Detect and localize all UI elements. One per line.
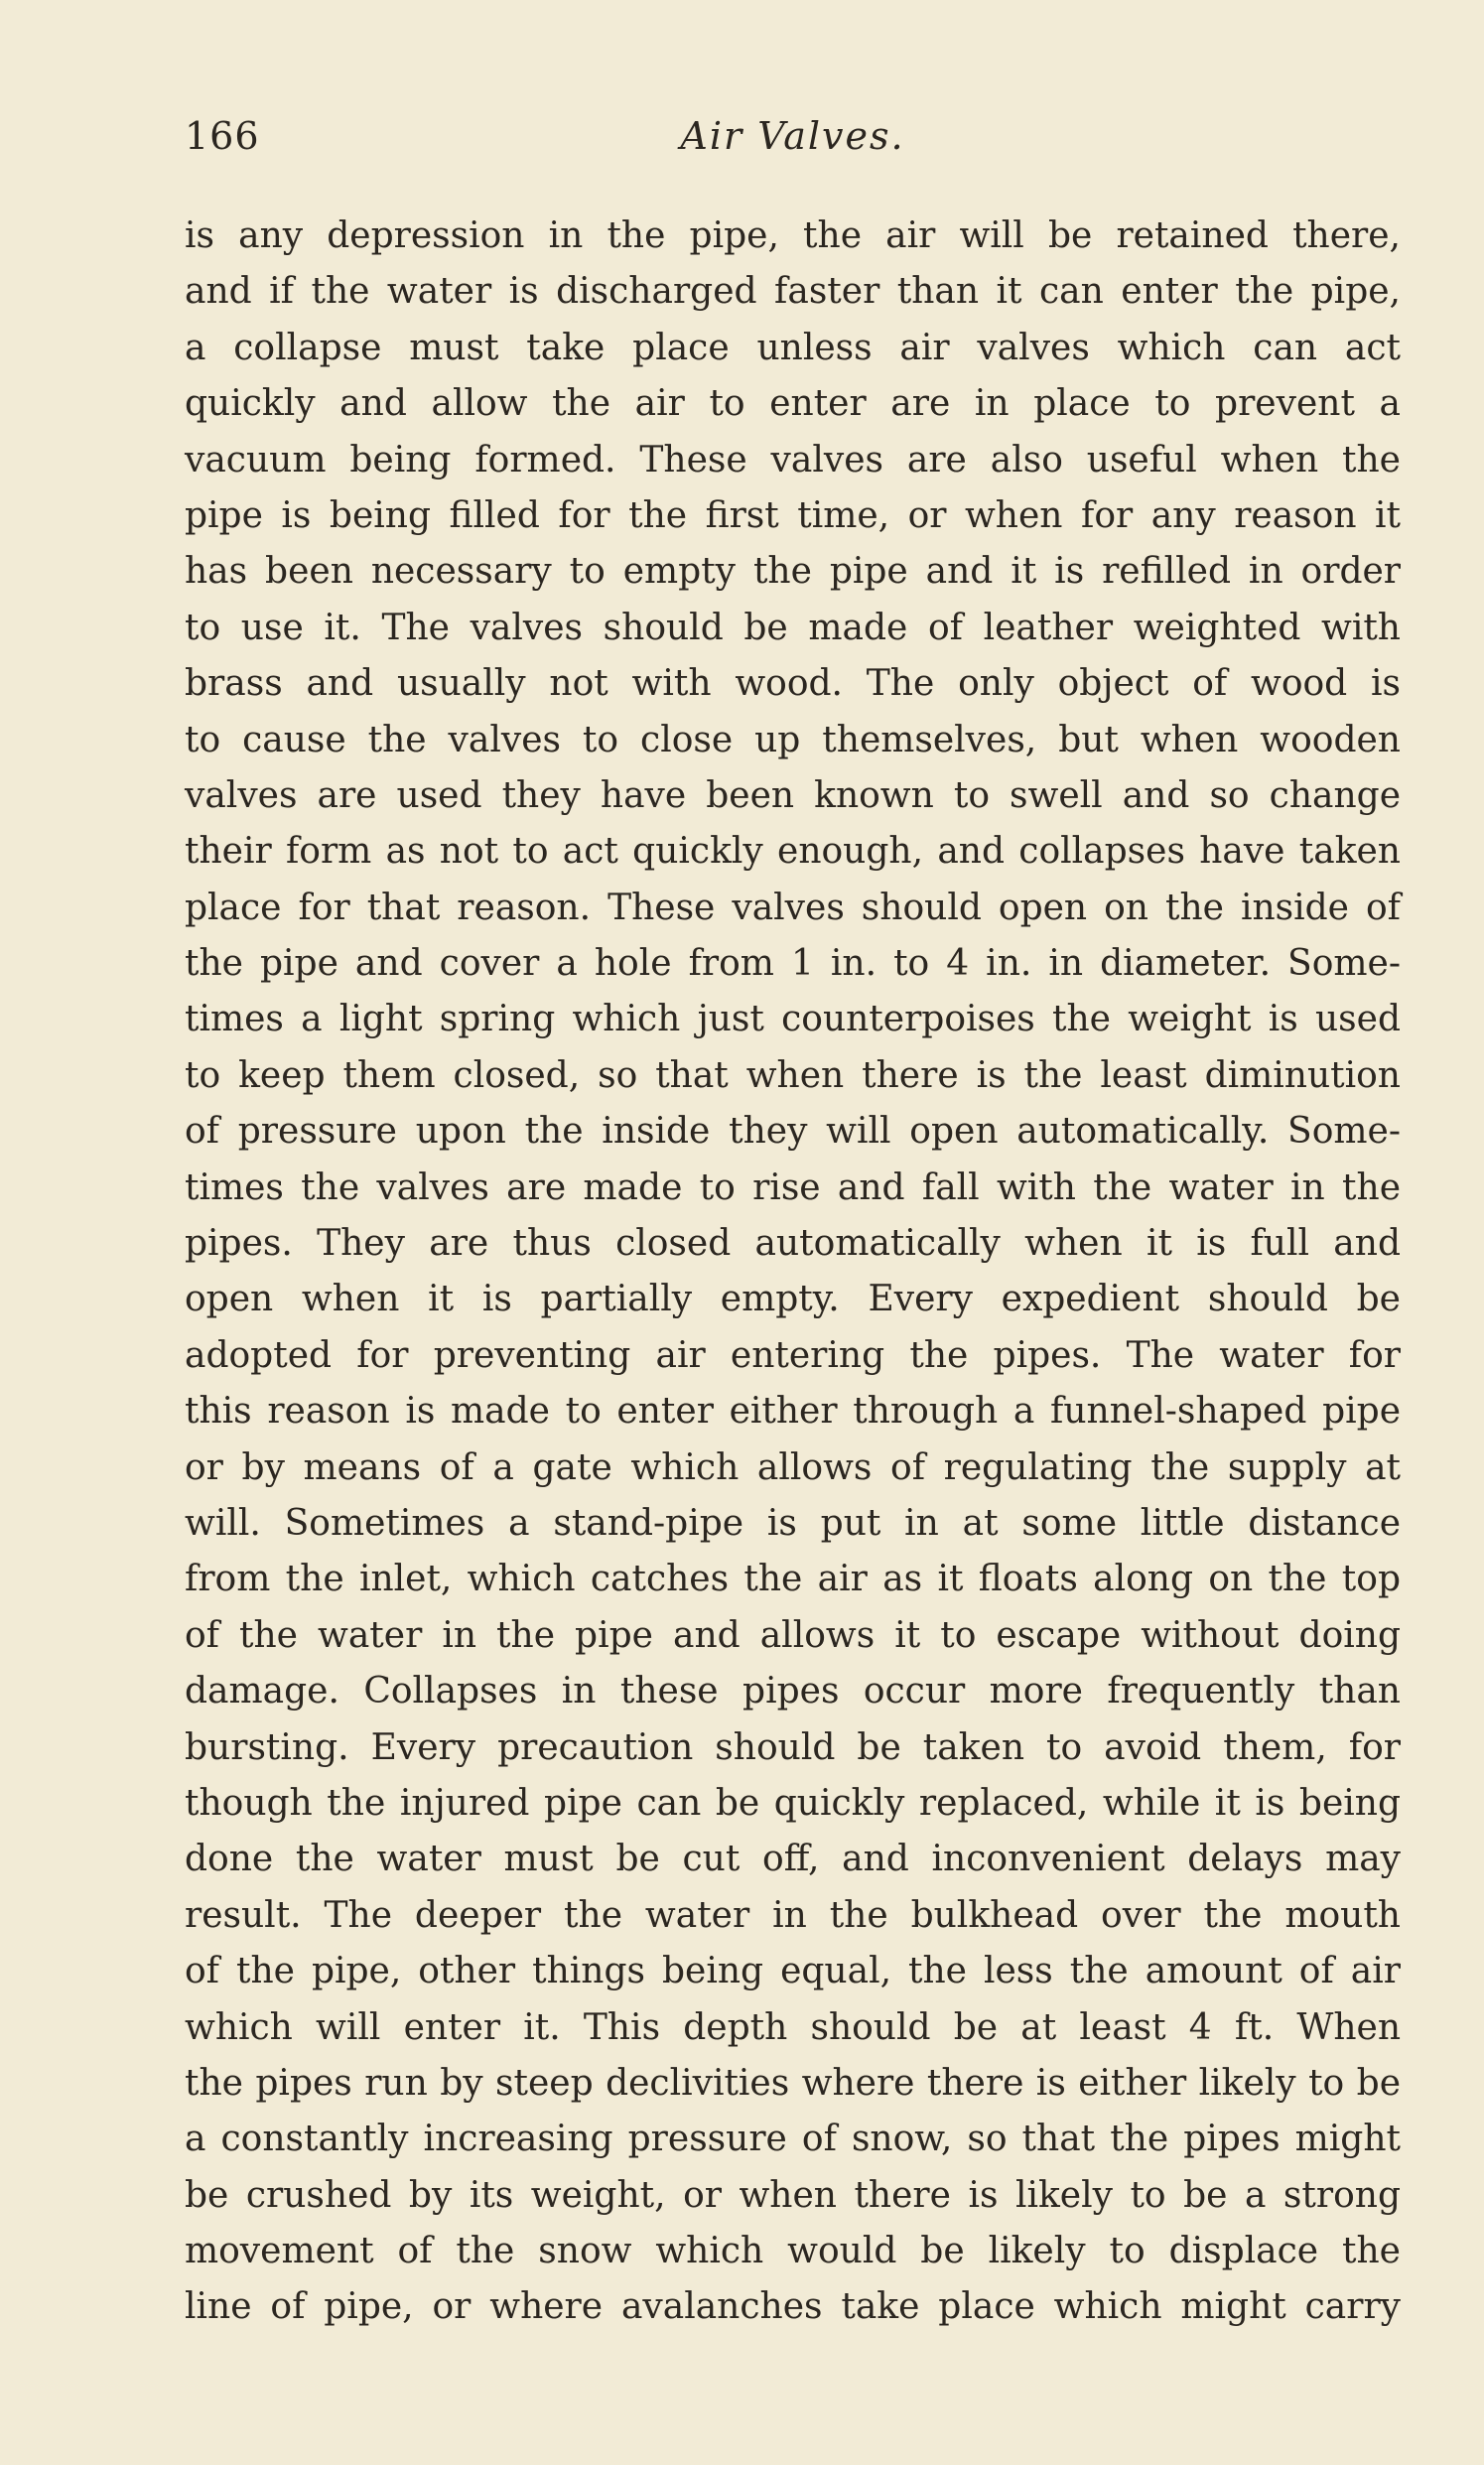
text-line: pipe is being filled for the first time, or when for any reason it [185, 494, 1401, 536]
text-line: or by means of a gate which allows of regulating the supply at [185, 1446, 1401, 1488]
body-text [185, 208, 1401, 2336]
text-line: bursting. Every precaution should be taken to avoid them, for [185, 1726, 1401, 1768]
text-line: their form as not to act quickly enough, and collapses have taken [185, 831, 1401, 873]
text-line: damage. Collapses in these pipes occur more frequently than [185, 1671, 1401, 1712]
text-line: pipes. They are thus closed automatically when it is full and [185, 1223, 1401, 1265]
text-line: to cause the valves to close up themselves, but when wooden [185, 719, 1401, 760]
text-line: of the water in the pipe and allows it to escape without doing [185, 1614, 1401, 1656]
text-line: line of pipe, or where avalanches take place which might carry [185, 2286, 1401, 2328]
page-header [185, 114, 1401, 174]
text-line: has been necessary to empty the pipe and it is refilled in order [185, 551, 1401, 593]
text-line: place for that reason. These valves should open on the inside of [185, 887, 1401, 928]
text-line: vacuum being formed. These valves are also useful when the [185, 439, 1401, 480]
text-line: to keep them closed, so that when there is the least diminution [185, 1054, 1401, 1096]
text-line: is any depression in the pipe, the air will be retained there, [185, 215, 1401, 256]
text-line: the pipes run by steep declivities where there is either likely to be [185, 2062, 1401, 2104]
text-line: open when it is partially empty. Every expedient should be [185, 1279, 1401, 1320]
text-line: the pipe and cover a hole from 1 in. to 4 in. in diameter. Some- [185, 943, 1401, 985]
running-title: Air Valves. [680, 114, 905, 158]
text-line: of pressure upon the inside they will open automatically. Some- [185, 1111, 1401, 1153]
text-line: to use it. The valves should be made of leather weighted with [185, 607, 1401, 648]
text-line: from the inlet, which catches the air as it floats along on the top [185, 1559, 1401, 1600]
text-line: valves are used they have been known to swell and so change [185, 774, 1401, 816]
text-line: done the water must be cut off, and inconvenient delays may [185, 1839, 1401, 1880]
text-line: be crushed by its weight, or when there is likely to be a strong [185, 2174, 1401, 2216]
text-line: and if the water is discharged faster than it can enter the pipe, [185, 271, 1401, 313]
text-line: brass and usually not with wood. The only object of wood is [185, 663, 1401, 705]
page-number: 166 [185, 114, 260, 158]
text-line: movement of the snow which would be likely to displace the [185, 2231, 1401, 2272]
text-line: this reason is made to enter either through a funnel-shaped pipe [185, 1391, 1401, 1433]
text-line: times a light spring which just counterpoises the weight is used [185, 999, 1401, 1040]
text-line: a constantly increasing pressure of snow, so that the pipes might [185, 2119, 1401, 2160]
text-line: quickly and allow the air to enter are in place to prevent a [185, 383, 1401, 425]
text-line: times the valves are made to rise and fall with the water in the [185, 1166, 1401, 1208]
text-line: adopted for preventing air entering the pipes. The water for [185, 1334, 1401, 1376]
text-line: of the pipe, other things being equal, the less the amount of air [185, 1951, 1401, 1992]
text-line: result. The deeper the water in the bulkhead over the mouth [185, 1894, 1401, 1936]
text-line: will. Sometimes a stand-pipe is put in at some little distance [185, 1502, 1401, 1544]
text-line: which will enter it. This depth should be at least 4 ft. When [185, 2006, 1401, 2048]
text-line: though the injured pipe can be quickly replaced, while it is being [185, 1782, 1401, 1824]
text-line: a collapse must take place unless air valves which can act [185, 327, 1401, 368]
